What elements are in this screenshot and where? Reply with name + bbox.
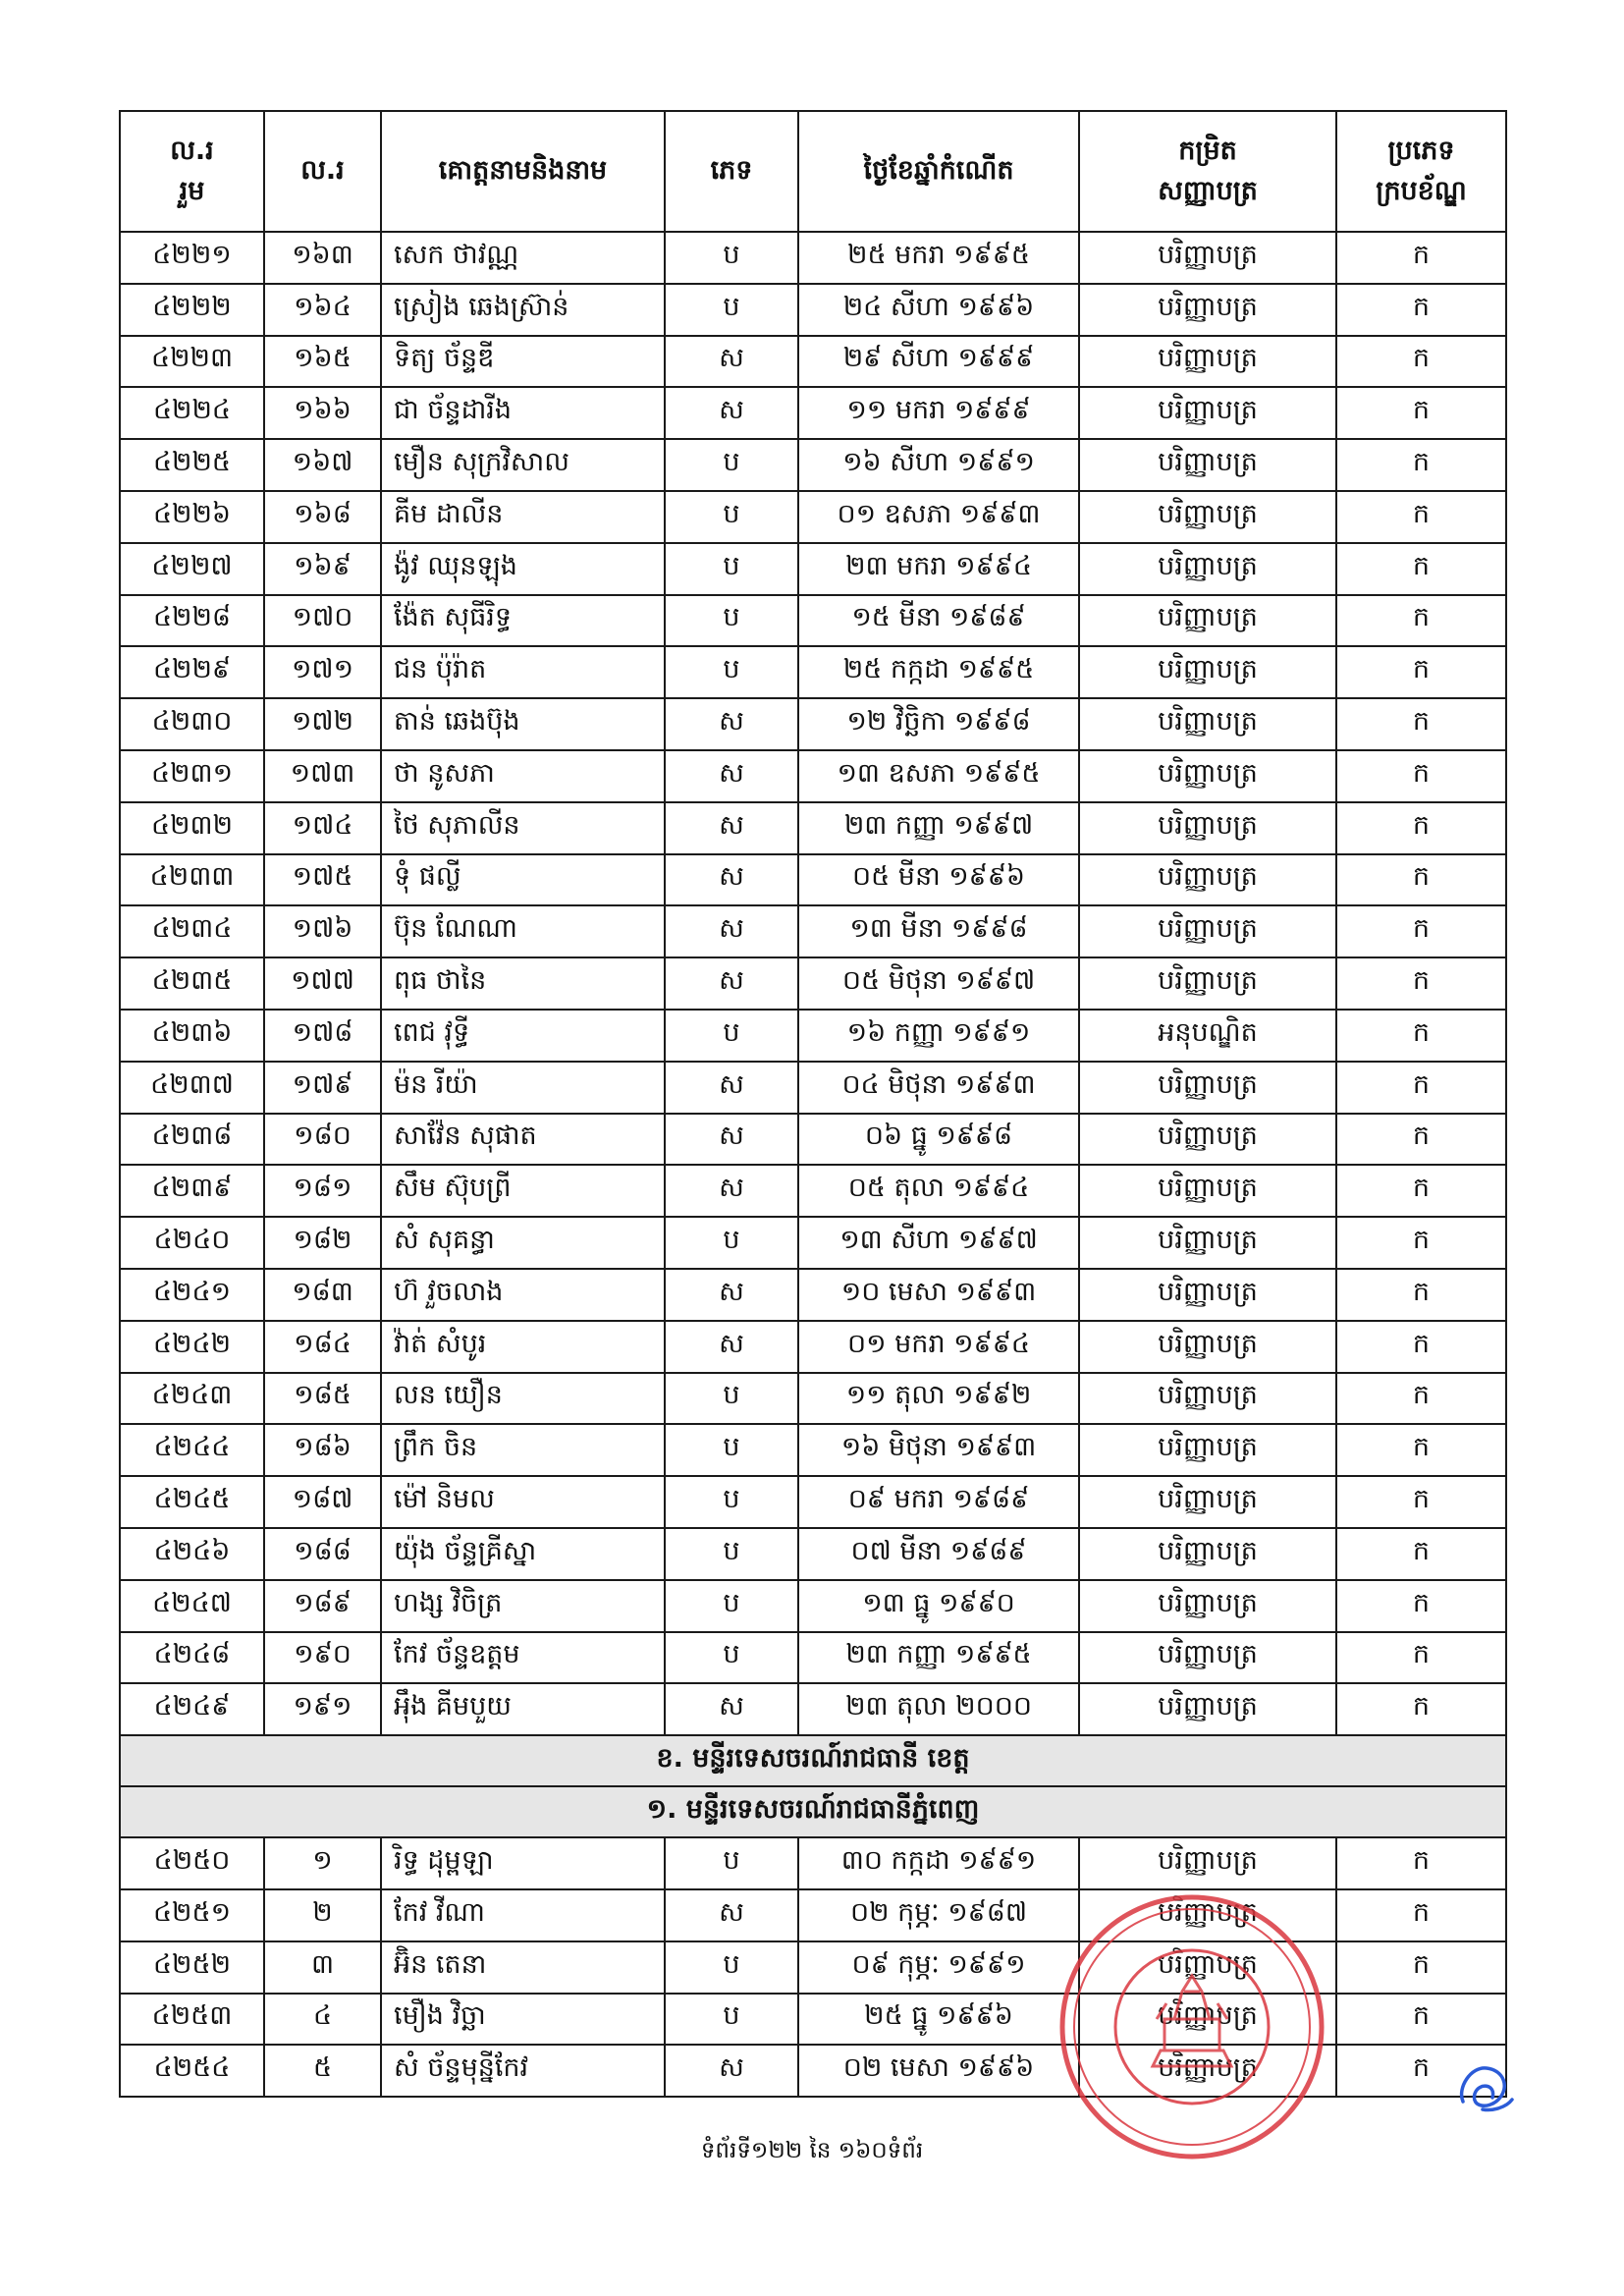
- cell-overall-number: ៤២៣២: [120, 802, 264, 854]
- cell-date-of-birth: ១៦ សីហា ១៩៩១: [798, 439, 1079, 491]
- cell-sex: ស: [665, 1269, 798, 1321]
- cell-cadre-type: ក: [1336, 543, 1506, 595]
- cell-full-name: មឿន សុក្រវិសាល: [381, 439, 665, 491]
- cell-full-name: ម៉ៅ និមល: [381, 1476, 665, 1528]
- cell-date-of-birth: ០៥ មិថុនា ១៩៩៧: [798, 957, 1079, 1010]
- cell-sex: ស: [665, 854, 798, 906]
- cell-number: ១៧៥: [264, 854, 381, 906]
- cell-number: ១៨៥: [264, 1373, 381, 1425]
- cell-degree-level: បរិញ្ញាបត្រ: [1079, 646, 1336, 698]
- cell-date-of-birth: ០២ មេសា ១៩៩៦: [798, 2045, 1079, 2097]
- cell-number: ១៨៩: [264, 1580, 381, 1632]
- page-footer: ទំព័រទី១២២ នៃ ១៦០ទំព័រ: [700, 2138, 924, 2163]
- cell-sex: ស: [665, 1165, 798, 1217]
- cell-degree-level: បរិញ្ញាបត្រ: [1079, 1528, 1336, 1580]
- cell-number: ១៨៨: [264, 1528, 381, 1580]
- table-header-row: [120, 111, 1506, 232]
- cell-overall-number: ៤២៣៥: [120, 957, 264, 1010]
- cell-overall-number: ៤២២៣: [120, 336, 264, 388]
- cell-number: ១៦៣: [264, 232, 381, 284]
- cell-degree-level: បរិញ្ញាបត្រ: [1079, 1889, 1336, 1941]
- cell-sex: ប: [665, 1217, 798, 1269]
- cell-cadre-type: ក: [1336, 854, 1506, 906]
- cell-degree-level: បរិញ្ញាបត្រ: [1079, 1424, 1336, 1476]
- cell-full-name: ថៃ សុភាលីន: [381, 802, 665, 854]
- cell-number: ១៧៣: [264, 750, 381, 802]
- cell-sex: ស: [665, 750, 798, 802]
- cell-cadre-type: ក: [1336, 1165, 1506, 1217]
- cell-date-of-birth: ២៥ កក្កដា ១៩៩៥: [798, 646, 1079, 698]
- cell-number: ១៨៤: [264, 1321, 381, 1373]
- cell-degree-level: បរិញ្ញាបត្រ: [1079, 1114, 1336, 1166]
- cell-degree-level: បរិញ្ញាបត្រ: [1079, 905, 1336, 957]
- cell-overall-number: ៤២៥០: [120, 1837, 264, 1889]
- cell-cadre-type: ក: [1336, 387, 1506, 439]
- cell-degree-level: បរិញ្ញាបត្រ: [1079, 750, 1336, 802]
- table-row: [120, 750, 1506, 802]
- cell-sex: ប: [665, 595, 798, 647]
- cell-overall-number: ៤២៤៣: [120, 1373, 264, 1425]
- table-row: [120, 232, 1506, 284]
- cell-degree-level: អនុបណ្ឌិត: [1079, 1010, 1336, 1062]
- section-row: [120, 1735, 1506, 1786]
- cell-number: ២: [264, 1889, 381, 1941]
- cell-degree-level: បរិញ្ញាបត្រ: [1079, 1269, 1336, 1321]
- table-row: [120, 1528, 1506, 1580]
- cell-number: ១៨៦: [264, 1424, 381, 1476]
- cell-cadre-type: ក: [1336, 439, 1506, 491]
- cell-full-name: រិទ្ធ ដុម្ពឡា: [381, 1837, 665, 1889]
- cell-number: ៤: [264, 1994, 381, 2046]
- cell-cadre-type: ក: [1336, 802, 1506, 854]
- table-row: [120, 1373, 1506, 1425]
- cell-full-name: សឹម ស៊ុបព្រី: [381, 1165, 665, 1217]
- cell-cadre-type: ក: [1336, 284, 1506, 336]
- cell-cadre-type: ក: [1336, 2045, 1506, 2097]
- cell-date-of-birth: ០១ មករា ១៩៩៤: [798, 1321, 1079, 1373]
- cell-degree-level: បរិញ្ញាបត្រ: [1079, 543, 1336, 595]
- table-row: [120, 284, 1506, 336]
- cell-sex: ស: [665, 1889, 798, 1941]
- cell-sex: ប: [665, 646, 798, 698]
- cell-degree-level: បរិញ្ញាបត្រ: [1079, 1062, 1336, 1114]
- table-row: [120, 1269, 1506, 1321]
- cell-degree-level: បរិញ្ញាបត្រ: [1079, 1632, 1336, 1684]
- cell-degree-level: បរិញ្ញាបត្រ: [1079, 1476, 1336, 1528]
- cell-full-name: ម៉ន រីយ៉ា: [381, 1062, 665, 1114]
- cell-sex: ប: [665, 1941, 798, 1994]
- cell-date-of-birth: ០៥ តុលា ១៩៩៤: [798, 1165, 1079, 1217]
- cell-overall-number: ៤២២១: [120, 232, 264, 284]
- cell-full-name: សំ ច័ន្ទមុន្នីកែវ: [381, 2045, 665, 2097]
- cell-overall-number: ៤២៣៤: [120, 905, 264, 957]
- cell-full-name: អុឹង គីមបួយ: [381, 1683, 665, 1735]
- cell-cadre-type: ក: [1336, 1837, 1506, 1889]
- cell-overall-number: ៤២៣៣: [120, 854, 264, 906]
- cell-number: ១៦៤: [264, 284, 381, 336]
- cell-cadre-type: ក: [1336, 646, 1506, 698]
- cell-full-name: កែវ វីណា: [381, 1889, 665, 1941]
- table-row: [120, 1632, 1506, 1684]
- cell-number: ១៩០: [264, 1632, 381, 1684]
- cell-overall-number: ៤២៤៧: [120, 1580, 264, 1632]
- cell-date-of-birth: ២៣ តុលា ២០០០: [798, 1683, 1079, 1735]
- cell-overall-number: ៤២២៤: [120, 387, 264, 439]
- cell-full-name: វ៉ាត់ សំបូរ: [381, 1321, 665, 1373]
- cell-sex: ស: [665, 1114, 798, 1166]
- cell-date-of-birth: ២៤ សីហា ១៩៩៦: [798, 284, 1079, 336]
- cell-full-name: ង៉ែត សុធីរិទ្ធ: [381, 595, 665, 647]
- cell-sex: ប: [665, 284, 798, 336]
- header-cadre-type: ប្រភេទ ក្របខ័ណ្ឌ: [1336, 111, 1506, 232]
- cell-full-name: មឿង វិច្ឆា: [381, 1994, 665, 2046]
- cell-full-name: ពុធ ថានៃ: [381, 957, 665, 1010]
- cell-sex: ប: [665, 1580, 798, 1632]
- cell-number: ១៦៦: [264, 387, 381, 439]
- cell-full-name: អ៊ិន តេនា: [381, 1941, 665, 1994]
- cell-number: ១៧៤: [264, 802, 381, 854]
- cell-cadre-type: ក: [1336, 336, 1506, 388]
- cell-number: ១៦៥: [264, 336, 381, 388]
- cell-number: ១៦៧: [264, 439, 381, 491]
- table-row: [120, 1062, 1506, 1114]
- cell-number: ១៨០: [264, 1114, 381, 1166]
- cell-overall-number: ៤២៣១: [120, 750, 264, 802]
- cell-cadre-type: ក: [1336, 1114, 1506, 1166]
- header-overall-number: ល.រ រួម: [120, 111, 264, 232]
- cell-overall-number: ៤២៥២: [120, 1941, 264, 1994]
- cell-full-name: គីម ដាលីន: [381, 491, 665, 543]
- cell-overall-number: ៤២៤៤: [120, 1424, 264, 1476]
- document-sheet: [119, 110, 1505, 2098]
- cell-date-of-birth: ០២ កុម្ភៈ ១៩៨៧: [798, 1889, 1079, 1941]
- table-row: [120, 491, 1506, 543]
- cell-cadre-type: ក: [1336, 1373, 1506, 1425]
- cell-sex: ស: [665, 698, 798, 750]
- cell-overall-number: ៤២៤៦: [120, 1528, 264, 1580]
- cell-overall-number: ៤២២២: [120, 284, 264, 336]
- cell-date-of-birth: ១៣ ឧសភា ១៩៩៥: [798, 750, 1079, 802]
- cell-date-of-birth: ៣០ កក្កដា ១៩៩១: [798, 1837, 1079, 1889]
- cell-degree-level: បរិញ្ញាបត្រ: [1079, 1165, 1336, 1217]
- cell-sex: ប: [665, 1424, 798, 1476]
- cell-number: ១: [264, 1837, 381, 1889]
- cell-number: ១៧៧: [264, 957, 381, 1010]
- cell-sex: ប: [665, 439, 798, 491]
- cell-full-name: លន យឿន: [381, 1373, 665, 1425]
- cell-cadre-type: ក: [1336, 1269, 1506, 1321]
- cell-full-name: ស្រៀង ឆេងស្រ៊ាន់: [381, 284, 665, 336]
- cell-number: ១៦៨: [264, 491, 381, 543]
- cell-date-of-birth: ២៣ កញ្ញា ១៩៩៧: [798, 802, 1079, 854]
- cell-overall-number: ៤២៥១: [120, 1889, 264, 1941]
- cell-date-of-birth: ២៣ កញ្ញា ១៩៩៥: [798, 1632, 1079, 1684]
- header-degree-level: កម្រិត សញ្ញាបត្រ: [1079, 111, 1336, 232]
- cell-date-of-birth: ០៩ កុម្ភៈ ១៩៩១: [798, 1941, 1079, 1994]
- cell-degree-level: បរិញ្ញាបត្រ: [1079, 1321, 1336, 1373]
- cell-sex: ប: [665, 1632, 798, 1684]
- cell-cadre-type: ក: [1336, 232, 1506, 284]
- cell-sex: ស: [665, 905, 798, 957]
- cell-full-name: សំ សុគន្ធា: [381, 1217, 665, 1269]
- cell-full-name: ហ៊ វួចលាង: [381, 1269, 665, 1321]
- cell-overall-number: ៤២៤០: [120, 1217, 264, 1269]
- cell-date-of-birth: ១១ តុលា ១៩៩២: [798, 1373, 1079, 1425]
- header-sex: ភេទ: [665, 111, 798, 232]
- cell-sex: ស: [665, 1062, 798, 1114]
- cell-sex: ស: [665, 336, 798, 388]
- cell-cadre-type: ក: [1336, 1528, 1506, 1580]
- header-number: ល.រ: [264, 111, 381, 232]
- cell-full-name: តាន់ ឆេងប៊ុង: [381, 698, 665, 750]
- cell-number: ១៧៩: [264, 1062, 381, 1114]
- cell-number: ៣: [264, 1941, 381, 1994]
- cell-date-of-birth: ០៦ ធ្នូ ១៩៩៨: [798, 1114, 1079, 1166]
- cell-number: ១៨៧: [264, 1476, 381, 1528]
- table-row: [120, 1476, 1506, 1528]
- cell-number: ១៦៩: [264, 543, 381, 595]
- table-row: [120, 1580, 1506, 1632]
- cell-full-name: កែវ ច័ន្ទឧត្តម: [381, 1632, 665, 1684]
- cell-sex: ប: [665, 1010, 798, 1062]
- cell-degree-level: បរិញ្ញាបត្រ: [1079, 1837, 1336, 1889]
- cell-date-of-birth: ២៥ មករា ១៩៩៥: [798, 232, 1079, 284]
- cell-sex: ស: [665, 957, 798, 1010]
- official-seal: [1058, 1893, 1326, 2160]
- cell-date-of-birth: ១៦ កញ្ញា ១៩៩១: [798, 1010, 1079, 1062]
- cell-overall-number: ៤២៣៦: [120, 1010, 264, 1062]
- cell-degree-level: បរិញ្ញាបត្រ: [1079, 1580, 1336, 1632]
- cell-number: ១៧៦: [264, 905, 381, 957]
- cell-cadre-type: ក: [1336, 1062, 1506, 1114]
- cell-degree-level: បរិញ្ញាបត្រ: [1079, 2045, 1336, 2097]
- cell-date-of-birth: ១៣ សីហា ១៩៩៧: [798, 1217, 1079, 1269]
- cell-date-of-birth: ០៩ មករា ១៩៨៩: [798, 1476, 1079, 1528]
- cell-date-of-birth: ១៦ មិថុនា ១៩៩៣: [798, 1424, 1079, 1476]
- table-row: [120, 595, 1506, 647]
- cell-degree-level: បរិញ្ញាបត្រ: [1079, 284, 1336, 336]
- cell-sex: ប: [665, 1528, 798, 1580]
- cell-sex: ប: [665, 491, 798, 543]
- section-title-phnom-penh-department: ១. មន្ទីរទេសចរណ៍រាជធានីភ្នំពេញ: [120, 1786, 1506, 1837]
- cell-overall-number: ៤២៣៩: [120, 1165, 264, 1217]
- cell-cadre-type: ក: [1336, 1010, 1506, 1062]
- cell-sex: ស: [665, 802, 798, 854]
- cell-full-name: ប៊ុន ណែណា: [381, 905, 665, 957]
- cell-overall-number: ៤២៣៧: [120, 1062, 264, 1114]
- table-row: [120, 543, 1506, 595]
- cell-cadre-type: ក: [1336, 1476, 1506, 1528]
- table-row: [120, 1114, 1506, 1166]
- cell-full-name: ទិត្យ ច័ន្ទឌី: [381, 336, 665, 388]
- cell-overall-number: ៤២៤៨: [120, 1632, 264, 1684]
- table-row: [120, 1217, 1506, 1269]
- cell-cadre-type: ក: [1336, 1580, 1506, 1632]
- table-row: [120, 802, 1506, 854]
- cell-date-of-birth: ០៥ មីនា ១៩៩៦: [798, 854, 1079, 906]
- cell-sex: ប: [665, 232, 798, 284]
- cell-overall-number: ៤២៤២: [120, 1321, 264, 1373]
- cell-sex: ស: [665, 1321, 798, 1373]
- cell-overall-number: ៤២២៥: [120, 439, 264, 491]
- cell-overall-number: ៤២៥៣: [120, 1994, 264, 2046]
- cell-full-name: ថា នូសភា: [381, 750, 665, 802]
- cell-cadre-type: ក: [1336, 1632, 1506, 1684]
- cell-degree-level: បរិញ្ញាបត្រ: [1079, 1217, 1336, 1269]
- cell-full-name: ពេជ វុទ្ធី: [381, 1010, 665, 1062]
- cell-degree-level: បរិញ្ញាបត្រ: [1079, 1373, 1336, 1425]
- table-row: [120, 1424, 1506, 1476]
- table-row: [120, 1837, 1506, 1889]
- cell-full-name: ព្រឹក ចិន: [381, 1424, 665, 1476]
- cell-degree-level: បរិញ្ញាបត្រ: [1079, 1683, 1336, 1735]
- cell-overall-number: ៤២៤៩: [120, 1683, 264, 1735]
- cell-overall-number: ៤២២៨: [120, 595, 264, 647]
- cell-date-of-birth: ២៥ ធ្នូ ១៩៩៦: [798, 1994, 1079, 2046]
- cell-full-name: យ៉ុង ច័ន្ទគ្រីស្នា: [381, 1528, 665, 1580]
- table-row: [120, 439, 1506, 491]
- cell-cadre-type: ក: [1336, 1683, 1506, 1735]
- cell-full-name: ជន ប៉ុរ៉ាត: [381, 646, 665, 698]
- cell-degree-level: បរិញ្ញាបត្រ: [1079, 957, 1336, 1010]
- cell-date-of-birth: ១០ មេសា ១៩៩៣: [798, 1269, 1079, 1321]
- cell-sex: ស: [665, 1683, 798, 1735]
- cell-degree-level: បរិញ្ញាបត្រ: [1079, 854, 1336, 906]
- cell-cadre-type: ក: [1336, 1941, 1506, 1994]
- cell-full-name: ទុំ ផល្លី: [381, 854, 665, 906]
- section-headings: [120, 1735, 1506, 1837]
- cell-number: ១៨១: [264, 1165, 381, 1217]
- cell-number: ១៧២: [264, 698, 381, 750]
- header-full-name: គោត្តនាមនិងនាម: [381, 111, 665, 232]
- cell-sex: ប: [665, 1373, 798, 1425]
- cell-overall-number: ៤២២៩: [120, 646, 264, 698]
- cell-number: ៥: [264, 2045, 381, 2097]
- cell-sex: ស: [665, 387, 798, 439]
- table-row: [120, 1683, 1506, 1735]
- table-row: [120, 957, 1506, 1010]
- cell-cadre-type: ក: [1336, 1321, 1506, 1373]
- cell-number: ១៩១: [264, 1683, 381, 1735]
- table-row: [120, 905, 1506, 957]
- cell-date-of-birth: ១២ វិច្ឆិកា ១៩៩៨: [798, 698, 1079, 750]
- cell-cadre-type: ក: [1336, 1889, 1506, 1941]
- cell-overall-number: ៤២៣៨: [120, 1114, 264, 1166]
- cell-number: ១៧៨: [264, 1010, 381, 1062]
- cell-cadre-type: ក: [1336, 905, 1506, 957]
- cell-overall-number: ៤២៤១: [120, 1269, 264, 1321]
- table-row: [120, 698, 1506, 750]
- cell-cadre-type: ក: [1336, 750, 1506, 802]
- cell-number: ១៨៣: [264, 1269, 381, 1321]
- cell-full-name: ង៉ូវ ឈុនឡុង: [381, 543, 665, 595]
- signature-mark: [1453, 2058, 1518, 2119]
- cell-overall-number: ៤២៤៥: [120, 1476, 264, 1528]
- cell-degree-level: បរិញ្ញាបត្រ: [1079, 1941, 1336, 1994]
- cell-overall-number: ៤២២៦: [120, 491, 264, 543]
- cell-number: ១៧១: [264, 646, 381, 698]
- table-row: [120, 646, 1506, 698]
- section-title-provincial-departments: ខ. មន្ទីរទេសចរណ៍រាជធានី ខេត្ត: [120, 1735, 1506, 1786]
- table-row: [120, 1010, 1506, 1062]
- cell-date-of-birth: ០៤ មិថុនា ១៩៩៣: [798, 1062, 1079, 1114]
- cell-sex: ប: [665, 1837, 798, 1889]
- cell-degree-level: បរិញ្ញាបត្រ: [1079, 439, 1336, 491]
- cell-degree-level: បរិញ្ញាបត្រ: [1079, 491, 1336, 543]
- cell-date-of-birth: ១១ មករា ១៩៩៩: [798, 387, 1079, 439]
- cell-date-of-birth: ២៩ សីហា ១៩៩៩: [798, 336, 1079, 388]
- cell-cadre-type: ក: [1336, 957, 1506, 1010]
- table-row: [120, 1165, 1506, 1217]
- table-row: [120, 854, 1506, 906]
- cell-degree-level: បរិញ្ញាបត្រ: [1079, 336, 1336, 388]
- cell-full-name: ហង្ស វិចិត្រ: [381, 1580, 665, 1632]
- cell-overall-number: ៤២២៧: [120, 543, 264, 595]
- cell-overall-number: ៤២៣០: [120, 698, 264, 750]
- cell-full-name: សេក ថាវណ្ណ: [381, 232, 665, 284]
- cell-date-of-birth: ២៣ មករា ១៩៩៤: [798, 543, 1079, 595]
- staff-list-table: [119, 110, 1507, 2098]
- cell-date-of-birth: ១៣ មីនា ១៩៩៨: [798, 905, 1079, 957]
- cell-cadre-type: ក: [1336, 1217, 1506, 1269]
- table-row: [120, 336, 1506, 388]
- cell-full-name: សាវ៉ែន សុផាត: [381, 1114, 665, 1166]
- cell-number: ១៧០: [264, 595, 381, 647]
- table-row: [120, 1321, 1506, 1373]
- cell-degree-level: បរិញ្ញាបត្រ: [1079, 802, 1336, 854]
- cell-degree-level: បរិញ្ញាបត្រ: [1079, 1994, 1336, 2046]
- cell-cadre-type: ក: [1336, 698, 1506, 750]
- section-row: [120, 1786, 1506, 1837]
- cell-degree-level: បរិញ្ញាបត្រ: [1079, 698, 1336, 750]
- cell-sex: ប: [665, 1476, 798, 1528]
- cell-degree-level: បរិញ្ញាបត្រ: [1079, 232, 1336, 284]
- cell-sex: ប: [665, 1994, 798, 2046]
- header-date-of-birth: ថ្ងៃខែឆ្នាំកំណើត: [798, 111, 1079, 232]
- cell-cadre-type: ក: [1336, 491, 1506, 543]
- table-row: [120, 387, 1506, 439]
- cell-sex: ស: [665, 2045, 798, 2097]
- table-body-central: [120, 232, 1506, 1735]
- cell-date-of-birth: ០៧ មីនា ១៩៨៩: [798, 1528, 1079, 1580]
- cell-date-of-birth: ១៣ ធ្នូ ១៩៩០: [798, 1580, 1079, 1632]
- cell-cadre-type: ក: [1336, 1994, 1506, 2046]
- cell-full-name: ជា ច័ន្ទដារីង: [381, 387, 665, 439]
- cell-sex: ប: [665, 543, 798, 595]
- cell-number: ១៨២: [264, 1217, 381, 1269]
- cell-degree-level: បរិញ្ញាបត្រ: [1079, 387, 1336, 439]
- cell-overall-number: ៤២៥៤: [120, 2045, 264, 2097]
- cell-cadre-type: ក: [1336, 1424, 1506, 1476]
- cell-degree-level: បរិញ្ញាបត្រ: [1079, 595, 1336, 647]
- cell-cadre-type: ក: [1336, 595, 1506, 647]
- cell-date-of-birth: ១៥ មីនា ១៩៨៩: [798, 595, 1079, 647]
- cell-date-of-birth: ០១ ឧសភា ១៩៩៣: [798, 491, 1079, 543]
